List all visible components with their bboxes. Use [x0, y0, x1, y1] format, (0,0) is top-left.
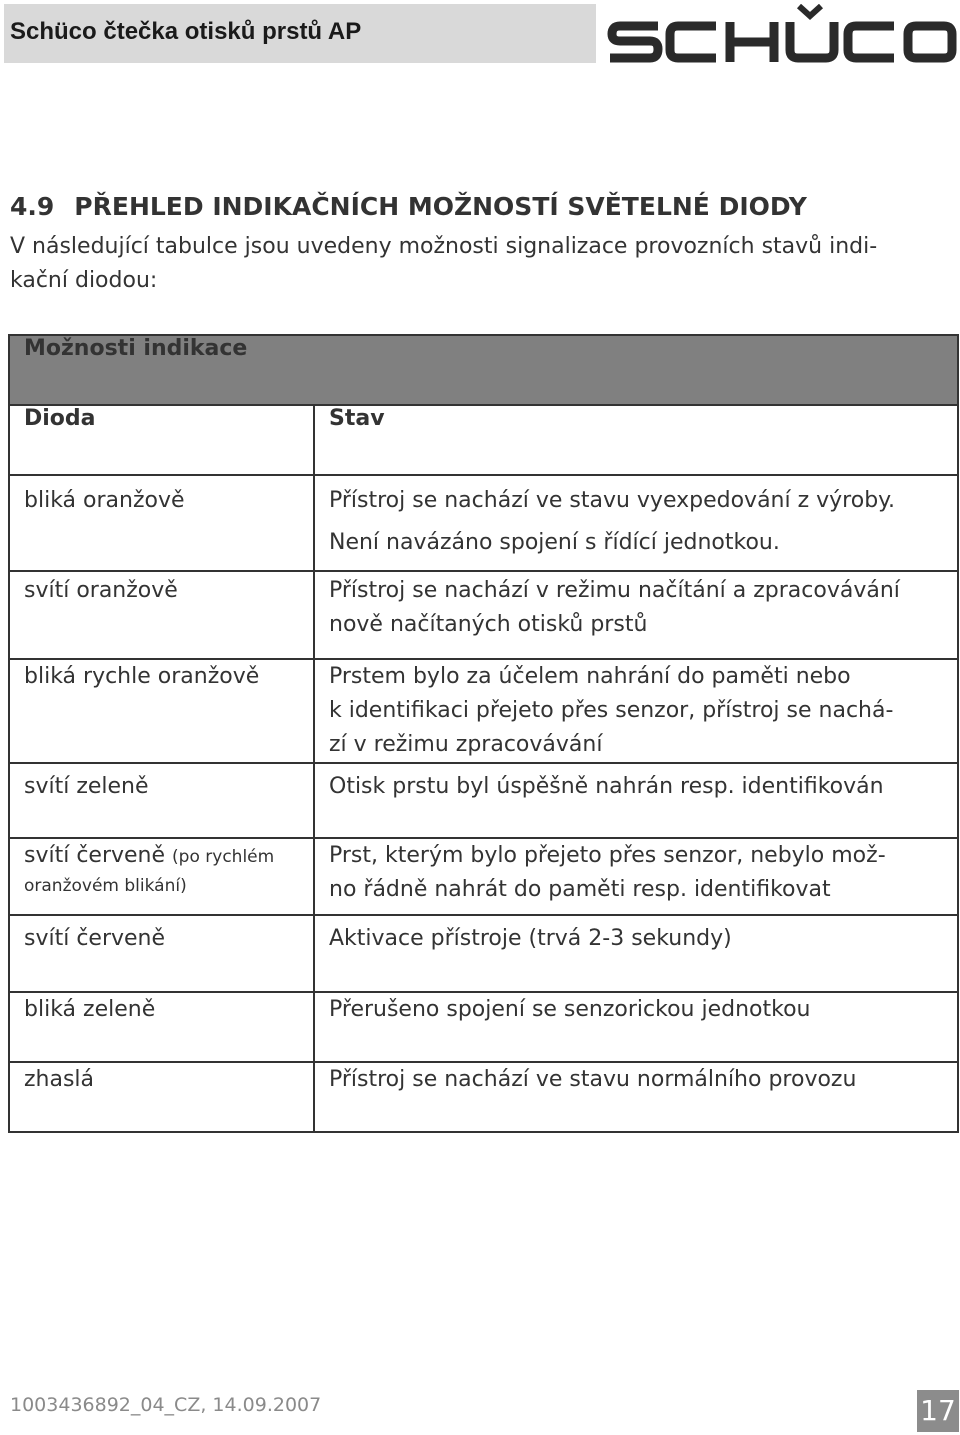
stav-cell-line: zí v režimu zpracovávání	[329, 732, 603, 757]
intro-line: kační diodou:	[10, 268, 158, 293]
stav-cell-line: no řádně nahrát do paměti resp. identifikovat	[329, 877, 831, 902]
column-header-stav: Stav	[314, 405, 958, 475]
dioda-cell: bliká rychle oranžově	[24, 664, 260, 689]
stav-cell-line: Otisk prstu byl úspěšně nahrán resp. identifikován	[329, 774, 884, 799]
dioda-cell: bliká zeleně	[24, 997, 156, 1022]
dioda-note: (po rychlém	[172, 847, 275, 867]
stav-cell-line: k identifikaci přejeto přes senzor, přístroj se nachá-	[329, 698, 894, 723]
column-header-dioda: Dioda	[9, 405, 314, 475]
schuco-logo	[606, 4, 958, 66]
section-heading	[10, 192, 807, 221]
dioda-cell-main: svítí červeně	[24, 843, 166, 868]
intro-paragraph	[10, 230, 945, 298]
table-row	[9, 475, 958, 571]
dioda-cell: svítí oranžově	[24, 578, 178, 603]
dioda-cell: bliká oranžově	[24, 488, 185, 513]
indication-table	[8, 334, 959, 1133]
page-number: 17	[917, 1390, 959, 1432]
table-row	[9, 1062, 958, 1132]
header-bar	[4, 4, 596, 63]
stav-cell-line: Prstem bylo za účelem nahrání do paměti nebo	[329, 664, 851, 689]
intro-line: V následující tabulce jsou uvedeny možnosti signalizace provozních stavů indi-	[10, 234, 878, 259]
dioda-cell: svítí červeně	[24, 926, 166, 951]
section-title: PŘEHLED INDIKAČNÍCH MOŽNOSTÍ SVĚTELNÉ DIODY	[74, 192, 807, 221]
document-id: 1003436892_04_CZ, 14.09.2007	[10, 1394, 322, 1416]
stav-cell-line: Přístroj se nachází v režimu načítání a zpracovávání	[329, 578, 900, 603]
dioda-cell: svítí zeleně	[24, 774, 149, 799]
table-row	[9, 659, 958, 763]
table-title-row	[9, 335, 958, 405]
table-row	[9, 915, 958, 992]
stav-cell-line: nově načítaných otisků prstů	[329, 612, 648, 637]
table-row	[9, 838, 958, 915]
stav-cell-line: Přístroj se nachází ve stavu normálního provozu	[329, 1067, 857, 1092]
dioda-cell	[24, 839, 299, 874]
table-row	[9, 992, 958, 1062]
table-row	[9, 763, 958, 838]
dioda-note: oranžovém blikání)	[24, 876, 187, 896]
table-row	[9, 571, 958, 659]
table-header-row	[9, 405, 958, 475]
stav-cell-line: Aktivace přístroje (trvá 2-3 sekundy)	[329, 926, 732, 951]
section-number: 4.9	[10, 192, 55, 221]
stav-cell-line: Přístroj se nachází ve stavu vyexpedování z výroby.	[329, 488, 896, 513]
dioda-cell: zhaslá	[24, 1067, 95, 1092]
stav-cell-line: Prst, kterým bylo přejeto přes senzor, nebylo mož-	[329, 843, 886, 868]
table-title: Možnosti indikace	[9, 335, 958, 405]
stav-cell-line: Přerušeno spojení se senzorickou jednotkou	[329, 997, 811, 1022]
stav-cell-line: Není navázáno spojení s řídící jednotkou.	[329, 530, 780, 555]
logo-text: SCHÜCO	[606, 4, 611, 5]
document-title: Schüco čtečka otisků prstů AP	[10, 18, 362, 45]
